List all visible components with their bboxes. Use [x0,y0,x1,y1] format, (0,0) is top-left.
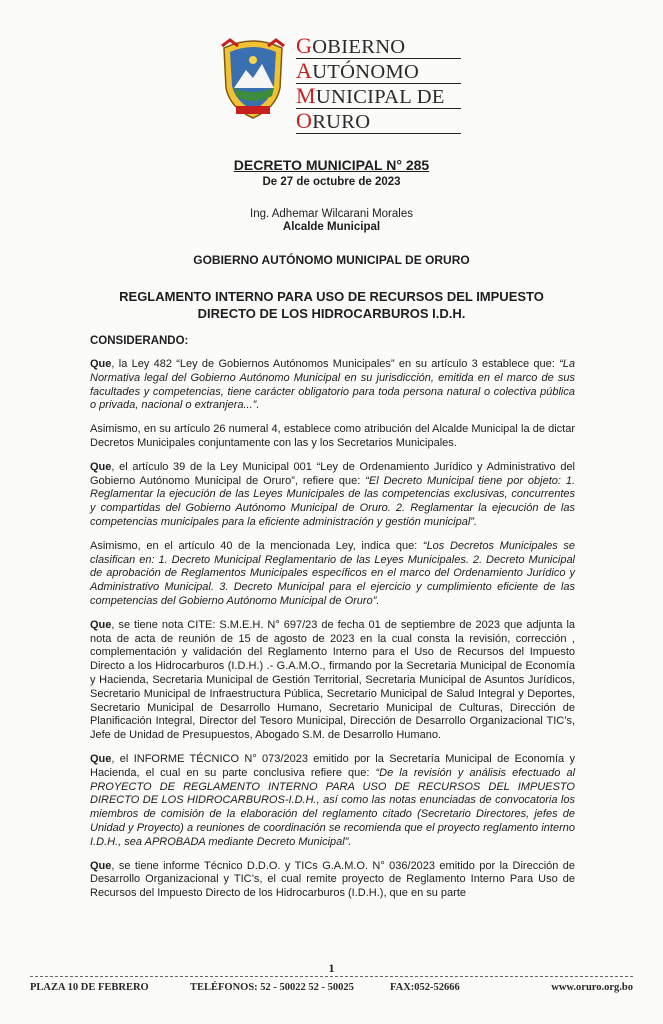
brand-line-4: ORURO [296,108,371,133]
document-body [90,358,575,911]
decree-title: DECRETO MUNICIPAL N° 285 [233,157,430,173]
footer-fax: FAX:052-52666 [390,982,460,993]
paragraph: Asimismo, en el artículo 40 de la mencionada Ley, indica que: “Los Decretos Municipales se clasifican en: 1. Decreto Municipal Reglamentario de las Leyes Municipales. 2. Decreto Municipal de aprobación de Reglamentos Municipales específicos en el marco del Ordenamiento Jurídico y Administrativo Municipal. 3. Decreto Municipal para el ejercicio y cumplimiento eficiente de las competencias del Gobierno Autónomo Municipal de Oruro”. [90,539,575,607]
paragraph: Que, el artículo 39 de la Ley Municipal 001 “Ley de Ordenamiento Jurídico y Administrativo del Gobierno Autónomo Municipal de Oruro”, refiere que: “El Decreto Municipal tiene por objeto: 1. Reglamentar la ejecución de las Leyes Municipales de las competencias exclusivas, concurrentes y compartidas del Gobierno Autónomo Municipal de Oruro. 2. Reglamentar la ejecución de las competencias municipales para la eficiente administración y gestión municipal”. [90,460,575,528]
mayor-role: Alcalde Municipal [282,221,381,233]
paragraph: Que, se tiene nota CITE: S.M.E.H. N° 697/23 de fecha 01 de septiembre de 2023 que adjunta la nota de acta de reunión de 15 de agosto de 2023 en la cual consta la revisión, corrección , complementación y validación del Reglamento Interno para el Uso de Recursos del Impuesto Directo a los Hidrocarburos (I.D.H.) .- G.A.M.O., firmando por la Secretaria Municipal de Economía y Hacienda, Secretaria Municipal de Gestión Territorial, Secretaria Municipal de Asuntos Jurídicos, Secretario Municipal de Infraestructura Pública, Secretario Municipal de Salud Integral y Deportes, Secretario Municipal de Desarrollo Humano, Secretario Municipal de Culturas, Dirección de Planificación Integral, Director del Tesoro Municipal, Dirección de Desarrollo Organizacional TIC’s, Jefe de Unidad de Presupuestos, Abogado S.M. de Desarrollo Humano. [90,618,575,742]
brand-line-1: GOBIERNO [296,33,406,58]
paragraph: Que, la Ley 482 “Ley de Gobiernos Autónomos Municipales” en su artículo 3 establece que: “La Normativa legal del Gobierno Autónomo Municipal en su jurisdicción, emitida en el marco de sus facultades y competencias, tiene carácter obligatorio para toda persona natural o colectiva pública o privada, nacional o extranjera...”. [90,358,575,412]
letterhead [218,30,458,133]
footer [30,982,633,998]
regulation-title-line-2: DIRECTO DE LOS HIDROCARBUROS I.D.H. [197,306,466,321]
brand-line-3: MUNICIPAL DE [296,83,445,108]
gamo-crest-icon [218,36,288,120]
brand-wordmark [296,33,461,136]
regulation-title [0,288,663,322]
footer-divider [30,976,633,977]
footer-website-link[interactable]: www.oruro.org.bo [551,982,633,993]
considerando-heading: CONSIDERANDO: [90,335,189,347]
government-name: GOBIERNO AUTÓNOMO MUNICIPAL DE ORURO [193,253,470,267]
brand-line-2: AUTÓNOMO [296,58,420,83]
page-number: 1 [328,961,335,975]
paragraph: Asimismo, en su artículo 26 numeral 4, establece como atribución del Alcalde Municipal la de dictar Decretos Municipales conjuntamente con las y los Secretarios Municipales. [90,423,575,449]
paragraph: Que, se tiene informe Técnico D.D.O. y TICs G.A.M.O. N° 036/2023 emitido por la Dirección de Desarrollo Organizacional y TIC’s, el cual remite proyecto de Reglamento Interno Para Uso de Recursos del Impuesto Directo de los Hidrocarburos (I.D.H.), que en su parte [90,859,575,900]
footer-address: PLAZA 10 DE FEBRERO [30,982,149,993]
regulation-title-line-1: REGLAMENTO INTERNO PARA USO DE RECURSOS DEL IMPUESTO [119,289,544,304]
paragraph: Que, el INFORME TÉCNICO N° 073/2023 emitido por la Secretaría Municipal de Economía y Hacienda, el cual en su parte conclusiva refiere que: “De la revisión y análisis efectuado al PROYECTO DE REGLAMENTO INTERNO PARA USO DE RECURSOS DEL IMPUESTO DIRECTO DE LOS HIDROCARBUROS-I.D.H., así como las notas enunciadas de convocatoria los miembros de comisión de la elaboración del reglamento citado (Secretario Directores, jefes de Unidad y Proyecto) a reuniones de coordinación se recomienda que el proyecto reglamento interno I.D.H., sea APROBADA mediante Decreto Municipal”. [90,752,576,848]
decree-date: De 27 de octubre de 2023 [262,176,401,188]
mayor-name: Ing. Adhemar Wilcarani Morales [250,208,413,220]
footer-phones: TELÉFONOS: 52 - 50022 52 - 50025 [190,982,354,993]
